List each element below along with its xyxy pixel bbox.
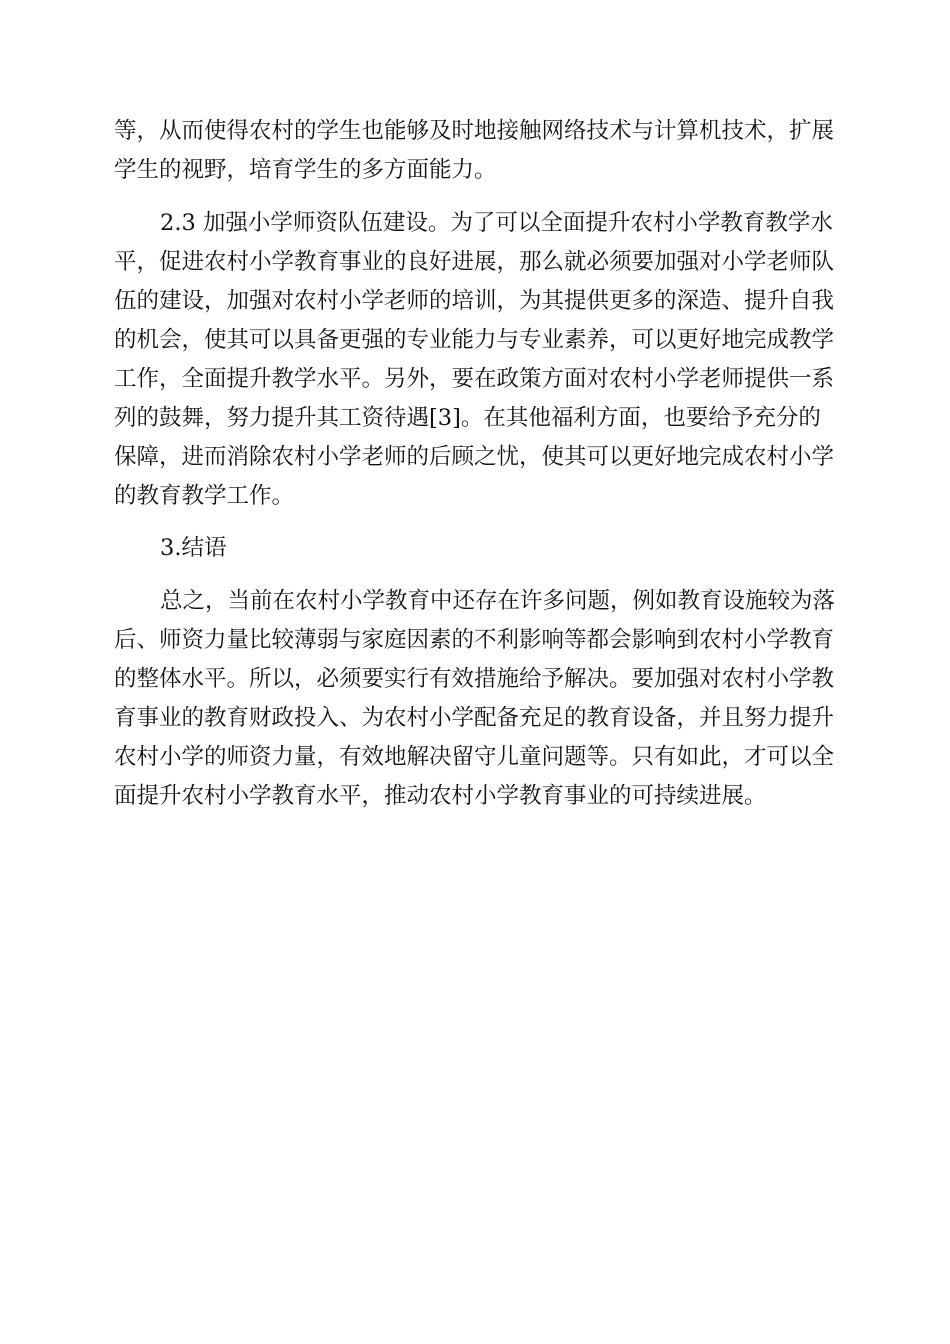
text-line: 后、师资力量比较薄弱与家庭因素的不利影响等都会影响到农村小学教育: [114, 627, 835, 653]
text-line: 总之，当前在农村小学教育中还存在许多问题，例如教育设施较为落: [160, 588, 836, 614]
text-line: 伍的建设，加强对农村小学老师的培训，为其提供更多的深造、提升自我: [114, 288, 835, 314]
text-line: 学生的视野，培育学生的多方面能力。: [114, 157, 497, 183]
text-line: 育事业的教育财政投入、为农村小学配备充足的教育设备，并且努力提升: [114, 705, 835, 731]
text-line: 的教育教学工作。: [114, 483, 295, 509]
text-line: 的整体水平。所以，必须要实行有效措施给予解决。要加强对农村小学教: [114, 666, 835, 692]
section-heading-2-3: 2.3 加强小学师资队伍建设。为了可以全面提升农村小学教育教学水: [160, 210, 833, 236]
text-line: 面提升农村小学教育水平，推动农村小学教育事业的可持续进展。: [114, 783, 767, 809]
text-line: 农村小学的师资力量，有效地解决留守儿童问题等。只有如此，才可以全: [114, 744, 835, 770]
text-line: 列的鼓舞，努力提升其工资待遇[3]。在其他福利方面，也要给予充分的: [114, 405, 821, 431]
text-line: 工作，全面提升教学水平。另外，要在政策方面对农村小学老师提供一系: [114, 366, 835, 392]
text-line: 等，从而使得农村的学生也能够及时地接触网络技术与计算机技术，扩展: [114, 118, 835, 144]
text-line: 的机会，使其可以具备更强的专业能力与专业素养，可以更好地完成教学: [114, 327, 835, 353]
text-line: 平，促进农村小学教育事业的良好进展，那么就必须要加强对小学老师队: [114, 249, 835, 275]
text-line: 保障，进而消除农村小学老师的后顾之忧，使其可以更好地完成农村小学: [114, 444, 835, 470]
section-heading-conclusion: 3.结语: [160, 535, 227, 561]
